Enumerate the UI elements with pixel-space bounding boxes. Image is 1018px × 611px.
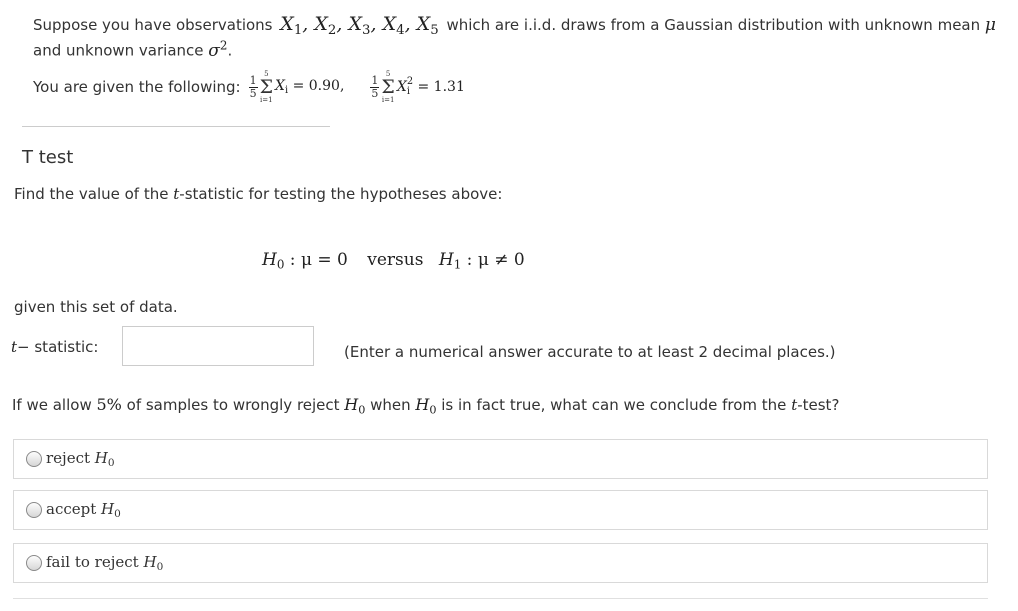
question-text: If we allow 5% of samples to wrongly reject $H_0$ when $H_0$ is in fact true, what can we conclude from the t-test?	[12, 395, 840, 417]
alternative-hypothesis: $H_1$ : μ ≠ 0	[438, 250, 525, 272]
null-hypothesis: $H_0$ : μ = 0	[262, 250, 348, 272]
choice-reject-h0[interactable]	[13, 439, 988, 479]
problem-line-2: and unknown variance $\sigma^2$.	[33, 38, 233, 61]
versus-text: versus	[367, 250, 424, 270]
instruction: Find the value of the t-statistic for testing the hypotheses above:	[14, 185, 503, 203]
bottom-divider	[13, 598, 988, 599]
sum-operator: 5 Σ i=1	[259, 70, 274, 104]
given-line	[33, 70, 465, 104]
problem-intro-text-2: which are i.i.d. draws from a Gaussian distribution with unknown mean	[446, 16, 981, 34]
choice-fail-to-reject-h0[interactable]	[13, 543, 988, 583]
mu-symbol: μ	[984, 15, 996, 35]
t-statistic-input[interactable]	[122, 326, 314, 366]
radio-button[interactable]	[26, 502, 42, 518]
precision-hint: (Enter a numerical answer accurate to at least 2 decimal places.)	[344, 343, 836, 361]
variance-text: and unknown variance	[33, 41, 204, 60]
formula-mean: $\frac{1}{5}$ 5 Σ i=1 $X_i = 0.90$,	[249, 70, 345, 104]
formula-second-moment: $\frac{1}{5}$ 5 Σ i=1 X 2 i = 1.31	[371, 70, 465, 104]
choice-label: accept $H_0$	[46, 499, 121, 521]
hypotheses	[262, 250, 525, 272]
radio-button[interactable]	[26, 451, 42, 467]
section-title: T test	[22, 147, 74, 168]
radio-button[interactable]	[26, 555, 42, 571]
problem-line-1	[33, 13, 996, 38]
problem-intro-text: Suppose you have observations	[33, 16, 273, 34]
t-statistic-label: t− statistic:	[11, 338, 99, 356]
sum-operator: 5 Σ i=1	[381, 70, 395, 104]
choice-label: reject $H_0$	[46, 448, 115, 470]
choice-accept-h0[interactable]	[13, 490, 988, 530]
given-data-text: given this set of data.	[14, 298, 178, 316]
sigma-squared: $\sigma^2$	[208, 38, 228, 61]
observations-list: $X_1$, $X_2$, $X_3$, $X_4$, $X_5$	[280, 13, 439, 38]
given-label: You are given the following:	[33, 78, 241, 96]
section-divider	[22, 126, 330, 127]
alpha-percent: 5%	[96, 395, 122, 414]
choice-label: fail to reject $H_0$	[46, 552, 164, 574]
